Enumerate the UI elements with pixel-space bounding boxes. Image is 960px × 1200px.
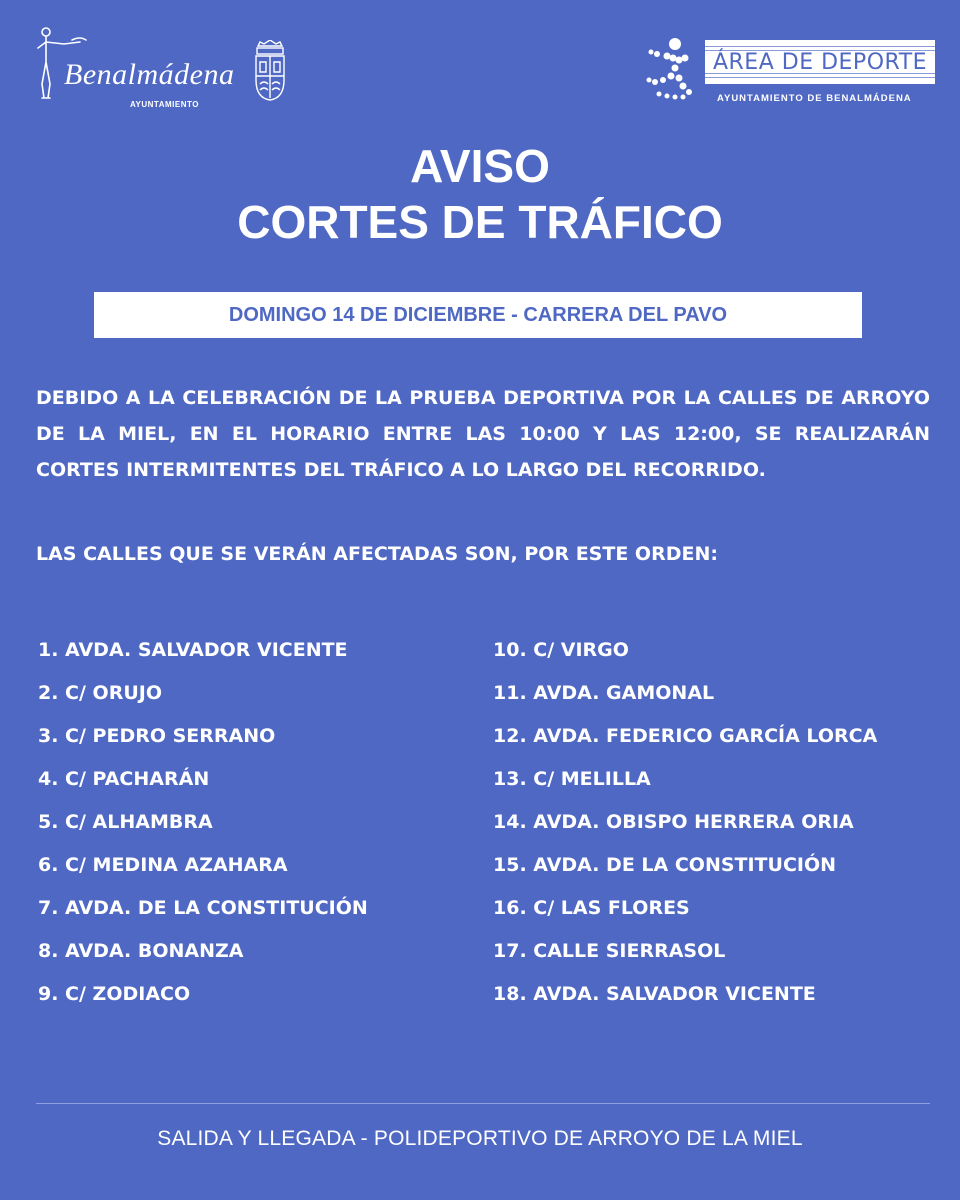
- street-item: 17. CALLE SIERRASOL: [493, 940, 726, 962]
- street-item: 3. C/ PEDRO SERRANO: [38, 725, 276, 747]
- benalmadena-wordmark: Benalmádena: [64, 58, 235, 91]
- street-item: 18. AVDA. SALVADOR VICENTE: [493, 983, 816, 1005]
- streets-heading: LAS CALLES QUE SE VERÁN AFECTADAS SON, POR ESTE ORDEN:: [36, 543, 718, 565]
- area-de-deporte-box: [705, 40, 935, 84]
- street-item: 4. C/ PACHARÁN: [38, 768, 210, 790]
- notice-title: [0, 138, 960, 250]
- street-item: 8. AVDA. BONANZA: [38, 940, 244, 962]
- runner-dots-icon: [645, 36, 705, 102]
- footer-divider: [36, 1103, 930, 1104]
- footer-start-finish: SALIDA Y LLEGADA - POLIDEPORTIVO DE ARROYO DE LA MIEL: [157, 1127, 803, 1150]
- streets-list-right: [493, 636, 877, 1023]
- ayuntamiento-benalmadena-label: AYUNTAMIENTO DE BENALMÁDENA: [717, 93, 912, 104]
- street-item: 10. C/ VIRGO: [493, 639, 629, 661]
- street-item: 13. C/ MELILLA: [493, 768, 651, 790]
- street-item: 1. AVDA. SALVADOR VICENTE: [38, 639, 348, 661]
- street-item: 2. C/ ORUJO: [38, 682, 162, 704]
- streets-list-left: [38, 636, 368, 1023]
- street-item: 16. C/ LAS FLORES: [493, 897, 690, 919]
- street-item: 7. AVDA. DE LA CONSTITUCIÓN: [38, 897, 368, 919]
- street-item: 14. AVDA. OBISPO HERRERA ORIA: [493, 811, 854, 833]
- title-line-aviso: AVISO: [410, 140, 550, 192]
- date-banner-text: DOMINGO 14 DE DICIEMBRE - CARRERA DEL PAVO: [228, 303, 728, 326]
- intro-paragraph: DEBIDO A LA CELEBRACIÓN DE LA PRUEBA DEPORTIVA POR LA CALLES DE ARROYO DE LA MIEL, EN EL HORARIO ENTRE LAS 10:00 Y LAS 12:00, SE REALIZARÁN CORTES INTERMITENTES DEL TRÁFICO A LO LARGO DEL RECORRIDO.: [36, 387, 930, 481]
- street-item: 15. AVDA. DE LA CONSTITUCIÓN: [493, 854, 837, 876]
- street-item: 5. C/ ALHAMBRA: [38, 811, 213, 833]
- coat-of-arms-icon: [252, 40, 288, 102]
- title-line-cortes: CORTES DE TRÁFICO: [237, 196, 723, 248]
- benalmadena-logo: [30, 18, 290, 108]
- ayuntamiento-label: AYUNTAMIENTO: [130, 100, 199, 109]
- street-item: 12. AVDA. FEDERICO GARCÍA LORCA: [493, 725, 878, 747]
- area-de-deporte-label: ÁREA DE DEPORTE: [712, 49, 928, 75]
- street-item: 6. C/ MEDINA AZAHARA: [38, 854, 288, 876]
- date-banner: [94, 292, 862, 338]
- street-item: 9. C/ ZODIACO: [38, 983, 191, 1005]
- street-item: 11. AVDA. GAMONAL: [493, 682, 715, 704]
- area-de-deporte-logo: [645, 36, 940, 106]
